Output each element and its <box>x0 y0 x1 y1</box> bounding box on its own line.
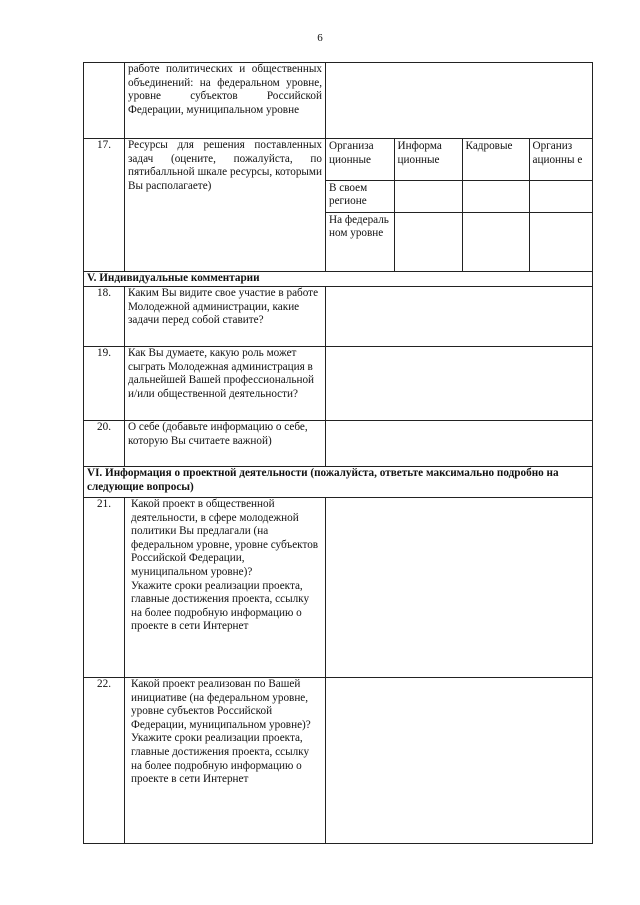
table-row-q17 <box>84 139 593 272</box>
question-17-text-cell <box>125 139 326 272</box>
table-row-continuation <box>84 63 593 139</box>
row-number-17: 17. <box>84 139 125 272</box>
table-row-q20 <box>84 421 593 467</box>
level-label-region: В своем регионе <box>326 180 394 212</box>
rating-cell-region-informational[interactable] <box>394 180 462 212</box>
resources-header-row <box>326 139 593 180</box>
table-row-q22 <box>84 678 593 844</box>
rating-cell-federal-personnel[interactable] <box>462 212 529 271</box>
resources-row-region <box>326 180 593 212</box>
level-label-federal: На федераль ном уровне <box>326 212 394 271</box>
section-row-5 <box>84 272 593 287</box>
row-number-21: 21. <box>84 498 125 678</box>
question-22-instruction: Укажите сроки реализации проекта, главные достижения проекта, ссылку на более подробную информацию о проекте в сети Интернет <box>131 732 310 786</box>
row-number-cell <box>84 63 125 139</box>
answer-field-q19[interactable] <box>326 347 593 421</box>
page-number: 6 <box>317 32 323 44</box>
table-row-q19 <box>84 347 593 421</box>
question-22-text: Какой проект реализован по Вашей инициативе (на федеральном уровне, уровне субъектов Российской Федерации, муниципальном уровне)? <box>131 678 311 731</box>
question-20-text: О себе (добавьте информацию о себе, которую Вы считаете важной) <box>125 421 326 467</box>
resource-header-informational: Информа ционные <box>394 139 462 180</box>
answer-field-q20[interactable] <box>326 421 593 467</box>
resources-rating-cell <box>326 139 593 272</box>
question-21-text: Какой проект в общественной деятельности, в сфере молодежной политики Вы предлагали (на федеральном уровне, уровне субъектов Российской Федерации, муниципальном уровне)? <box>131 498 319 578</box>
question-22-text-cell <box>125 678 326 844</box>
question-17-text: Ресурсы для решения поставленных задач (оцените, пожалуйста, по пятибалльной шкале ресурсы, которыми Вы располагаете) <box>128 139 322 192</box>
rating-cell-federal-informational[interactable] <box>394 212 462 271</box>
question-19-text: Как Вы думаете, какую роль может сыграть Молодежная администрация в дальнейшей Вашей профессиональной и/или общественной деятельности? <box>125 347 326 421</box>
question-18-text: Каким Вы видите свое участие в работе Молодежной администрации, какие задачи перед собой ставите? <box>125 287 326 347</box>
resources-rating-table <box>326 139 593 271</box>
questionnaire-table <box>83 62 593 844</box>
answer-field-q22[interactable] <box>326 678 593 844</box>
question-21-instruction: Укажите сроки реализации проекта, главные достижения проекта, ссылку на более подробную информацию о проекте в сети Интернет <box>131 579 310 633</box>
answer-field-q21[interactable] <box>326 498 593 678</box>
question-continuation-text: работе политических и общественных объединений: на федеральном уровне, уровне субъектов Российской Федерации, муниципальном уровне <box>128 63 322 116</box>
row-number-18: 18. <box>84 287 125 347</box>
question-21-text-cell <box>125 498 326 678</box>
resources-row-federal <box>326 212 593 271</box>
row-number-19: 19. <box>84 347 125 421</box>
resource-header-organizational: Организа ционные <box>326 139 394 180</box>
rating-cell-region-personnel[interactable] <box>462 180 529 212</box>
section-heading-individual-comments: V. Индивидуальные комментарии <box>84 272 593 287</box>
question-text-cell <box>125 63 326 139</box>
answer-field-continuation[interactable] <box>326 63 593 139</box>
table-row-q18 <box>84 287 593 347</box>
row-number-20: 20. <box>84 421 125 467</box>
row-number-22: 22. <box>84 678 125 844</box>
resource-header-organizational-2: Организ ационны е <box>529 139 593 180</box>
section-row-6 <box>84 467 593 498</box>
table-row-q21 <box>84 498 593 678</box>
section-heading-project-activity: VI. Информация о проектной деятельности (пожалуйста, ответьте максимально подробно на следующие вопросы) <box>84 467 593 498</box>
rating-cell-federal-organizational[interactable] <box>529 212 593 271</box>
answer-field-q18[interactable] <box>326 287 593 347</box>
rating-cell-region-organizational[interactable] <box>529 180 593 212</box>
resource-header-personnel: Кадровые <box>462 139 529 180</box>
